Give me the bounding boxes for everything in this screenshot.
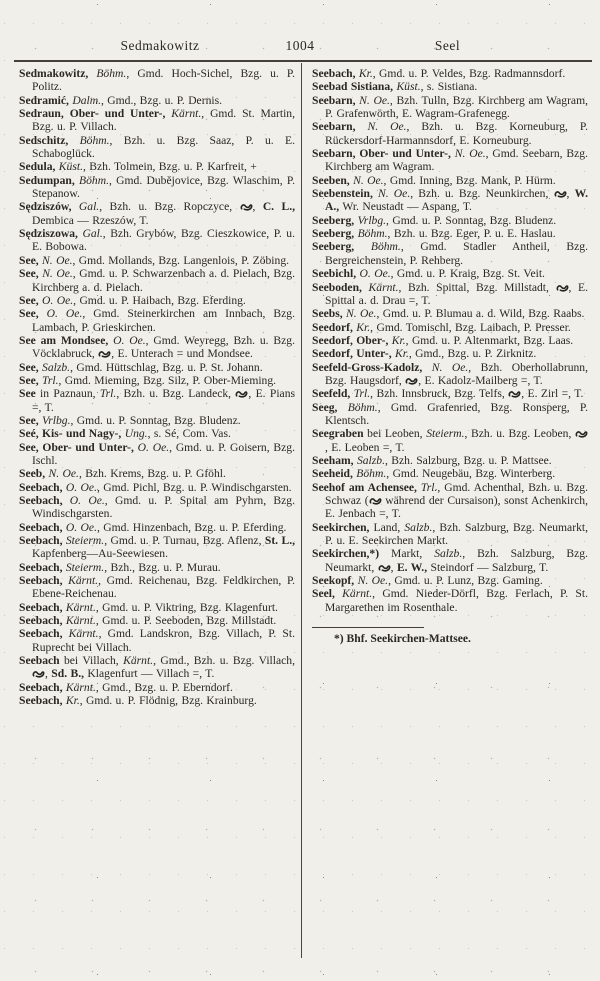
gazetteer-entry: Seebach, Kärnt., Gmd. u. P. Seeboden, Bzg. Millstadt.: [19, 614, 277, 628]
gazetteer-entry: Seebad Sistiana, Küst., s. Sistiana.: [312, 80, 478, 94]
gazetteer-entry: Seebach bei Villach, Kärnt., Gmd., Bzh. u. Bzg. Villach, , Sd. B., Klagenfurt — Villach =, T.: [19, 654, 295, 681]
gazetteer-entry: Seeheid, Böhm., Gmd. Neugebäu, Bzg. Winterberg.: [312, 467, 556, 481]
posthorn-icon: [556, 284, 569, 292]
gazetteer-entry: Seebach, Steierm., Gmd. u. P. Turnau, Bzg. Aflenz, St. L., Kapfenberg—Au-Seewiesen.: [19, 534, 296, 561]
gazetteer-entry: See, O. Oe., Gmd. u. P. Haibach, Bzg. Eferding.: [19, 293, 246, 307]
header-left-title: Sedmakowitz: [120, 38, 200, 53]
posthorn-icon: [575, 430, 588, 438]
gazetteer-entry: Seedorf, Ober-, Kr., Gmd. u. P. Altenmarkt, Bzg. Laas.: [312, 333, 574, 347]
gazetteer-entry: Seebach, Kr., Gmd. u. P. Veldes, Bzg. Radmannsdorf.: [312, 67, 566, 80]
gazetteer-entry: Seebach, Kärnt., Gmd., Bzg. u. P. Eberndorf.: [19, 680, 233, 694]
gazetteer-entry: Seedorf, Unter-, Kr., Gmd., Bzg. u. P. Zirknitz.: [312, 347, 537, 361]
gazetteer-entry: Seebarn, N. Oe., Bzh. Tulln, Bzg. Kirchberg am Wagram, P. Grafenwörth, E. Wagram-Grafenegg.: [312, 93, 588, 121]
gazetteer-entry: Seeboden, Kärnt., Bzh. Spittal, Bzg. Millstadt, , E. Spittal a. d. Drau =, T.: [312, 280, 588, 307]
header-rule: [14, 60, 592, 62]
gazetteer-entry: Seebach, Kärnt., Gmd. Reichenau, Bzg. Feldkirchen, P. Ebene-Reichenau.: [19, 574, 296, 601]
gazetteer-entry: See, N. Oe., Gmd. Mollands, Bzg. Langenlois, P. Zöbing.: [19, 253, 290, 267]
header-right-title: Seel: [434, 38, 461, 53]
gazetteer-entry: Seebach, Kr., Gmd. u. P. Flödnig, Bzg. Krainburg.: [19, 694, 257, 708]
gazetteer-entry: Sedramić, Dalm., Gmd., Bzg. u. P. Dernis.: [19, 93, 222, 107]
posthorn-icon: [98, 350, 111, 358]
gazetteer-entry: See, N. Oe., Gmd. u. P. Schwarzenbach a. d. Pielach, Bzg. Kirchberg a. d. Pielach.: [19, 267, 295, 294]
column-divider-rule: [301, 63, 302, 958]
gazetteer-entry: See, Salzb., Gmd. Hüttschlag, Bzg. u. P. St. Johann.: [19, 360, 263, 374]
gazetteer-entry: Seé, Kis- und Nagy-, Ung., s. Sé, Com. Vas.: [19, 427, 231, 441]
page-number: 1004: [285, 38, 315, 53]
gazetteer-entry: Seel, Kärnt., Gmd. Nieder-Dörfl, Bzg. Ferlach, P. St. Margarethen im Rosenthale.: [312, 587, 588, 614]
posthorn-icon: [32, 670, 45, 678]
posthorn-icon: [369, 497, 382, 505]
gazetteer-entry: Seebach, O. Oe., Gmd. Hinzenbach, Bzg. u. P. Eferding.: [19, 520, 287, 534]
gazetteer-entry: Seefeld, Trl., Bzh. Innsbruck, Bzg. Telfs, , E. Zirl =, T.: [312, 387, 584, 401]
column-right: [312, 67, 588, 614]
gazetteer-entry: See in Paznaun, Trl., Bzh. u. Bzg. Landeck, , E. Pians =, T.: [19, 387, 295, 414]
gazetteer-entry: Seebenstein, N. Oe., Bzh. u. Bzg. Neunkirchen, , W. A., Wr. Neustadt — Aspang, T.: [312, 187, 589, 214]
gazetteer-entry: Seebach, O. Oe., Gmd. u. P. Spital am Pyhrn, Bzg. Windischgarsten.: [19, 494, 295, 521]
posthorn-icon: [378, 564, 391, 572]
footnote-text: *) Bhf. Seekirchen-Mattsee.: [334, 632, 471, 646]
column-left: [19, 67, 295, 708]
gazetteer-entry: Seedorf, Kr., Gmd. Tomischl, Bzg. Laibach, P. Presser.: [312, 320, 571, 334]
gazetteer-entry: Seeham, Salzb., Bzh. Salzburg, Bzg. u. P. Mattsee.: [312, 453, 552, 467]
gazetteer-entry: Sędziszów, Gal., Bzh. u. Bzg. Ropczyce, , C. L., Dembica — Rzeszów, T.: [19, 200, 296, 227]
gazetteer-entry: See, Vrlbg., Gmd. u. P. Sonntag, Bzg. Bludenz.: [19, 413, 241, 427]
gazetteer-entry: Sędziszowa, Gal., Bzh. Grybów, Bzg. Cieszkowice, P. u. E. Bobowa.: [19, 227, 295, 254]
gazetteer-entry: Seegraben bei Leoben, Steierm., Bzh. u. Bzg. Leoben, , E. Leoben =, T.: [312, 427, 588, 454]
gazetteer-entry: Seebarn, Ober- und Unter-, N. Oe., Gmd. Seebarn, Bzg. Kirchberg am Wagram.: [312, 147, 588, 174]
column-right-wrap: [312, 67, 588, 646]
gazetteer-entry: Seebichl, O. Oe., Gmd. u. P. Kraig, Bzg. St. Veit.: [312, 267, 545, 281]
posthorn-icon: [508, 390, 521, 398]
footnote-rule: [312, 627, 424, 628]
gazetteer-entry: Seeb, N. Oe., Bzh. Krems, Bzg. u. P. Gföhl.: [19, 467, 226, 481]
gazetteer-entry: Seeberg, Vrlbg., Gmd. u. P. Sonntag, Bzg. Bludenz.: [312, 213, 557, 227]
posthorn-icon: [235, 390, 248, 398]
gazetteer-entry: Seeberg, Böhm., Gmd. Stadler Antheil, Bzg. Bergreichenstein, P. Rehberg.: [312, 240, 588, 267]
gazetteer-entry: Sedschitz, Böhm., Bzh. u. Bzg. Saaz, P. u. E. Schaboglück.: [19, 133, 295, 161]
gazetteer-entry: Seehof am Achensee, Trl., Gmd. Achenthal, Bzh. u. Bzg. Schwaz ( während der Cursaison), sonst Achenkirch, E. Jenbach =, T.: [312, 480, 589, 521]
gazetteer-entry: Seebs, N. Oe., Gmd. u. P. Blumau a. d. Wild, Bzg. Raabs.: [312, 307, 585, 321]
gazetteer-entry: Sedula, Küst., Bzh. Tolmein, Bzg. u. P. Karfreit, +: [19, 160, 257, 174]
gazetteer-entry: See, Ober- und Unter-, O. Oe., Gmd. u. P. Goisern, Bzg. Ischl.: [19, 440, 295, 467]
posthorn-icon: [240, 203, 253, 211]
posthorn-icon: [405, 377, 418, 385]
gazetteer-entry: See am Mondsee, O. Oe., Gmd. Weyregg, Bzh. u. Bzg. Vöcklabruck, , E. Unterach = und Mondsee.: [19, 333, 295, 361]
gazetteer-entry: See, Trl., Gmd. Mieming, Bzg. Silz, P. Ober-Mieming.: [19, 373, 277, 387]
page-header: [0, 38, 600, 56]
gazetteer-entry: Seekirchen,*) Markt, Salzb., Bzh. Salzburg, Bzg. Neumarkt, , E. W., Steindorf — Salzburg, T.: [312, 547, 588, 574]
gazetteer-entry: Sedumpan, Böhm., Gmd. Dubějovice, Bzg. Wlaschim, P. Stepanow.: [19, 173, 295, 201]
gazetteer-entry: See, O. Oe., Gmd. Steinerkirchen am Innbach, Bzg. Lambach, P. Grieskirchen.: [19, 307, 295, 334]
gazetteer-entry: Sedraun, Ober- und Unter-, Kärnt., Gmd. St. Martin, Bzg. u. P. Villach.: [19, 107, 296, 134]
gazetteer-entry: Seebarn, N. Oe., Bzh. u. Bzg. Korneuburg, P. Rückersdorf-Harmannsdorf, E. Korneuburg.: [312, 120, 588, 147]
gazetteer-entry: Seeberg, Böhm., Bzh. u. Bzg. Eger, P. u. E. Haslau.: [312, 227, 556, 241]
gazetteer-entry: Seebach, Kärnt., Gmd. Landskron, Bzg. Villach, P. St. Ruprecht bei Villach.: [19, 627, 295, 654]
gazetteer-entry: Seebach, Kärnt., Gmd. u. P. Viktring, Bzg. Klagenfurt.: [19, 600, 278, 614]
gazetteer-entry: Seekirchen, Land, Salzb., Bzh. Salzburg, Bzg. Neumarkt, P. u. E. Seekirchen Markt.: [312, 520, 588, 548]
gazetteer-entry: Sedmakowitz, Böhm., Gmd. Hoch-Sichel, Bzg. u. P. Politz.: [19, 67, 295, 94]
gazetteer-entry: Seeg, Böhm., Gmd. Grafenried, Bzg. Ronsperg, P. Klentsch.: [312, 400, 588, 427]
gazetteer-entry: Seebach, Steierm., Bzh., Bzg. u. P. Murau.: [19, 560, 221, 574]
gazetteer-entry: Seefeld-Gross-Kadolz, N. Oe., Bzh. Oberhollabrunn, Bzg. Haugsdorf, , E. Kadolz-Mailberg =, T.: [312, 360, 588, 387]
gazetteer-entry: Seeben, N. Oe., Gmd. Inning, Bzg. Mank, P. Hürm.: [312, 173, 556, 187]
gazetteer-entry: Seebach, O. Oe., Gmd. Pichl, Bzg. u. P. Windischgarsten.: [19, 480, 292, 494]
posthorn-icon: [554, 190, 567, 198]
gazetteer-entry: Seekopf, N. Oe., Gmd. u. P. Lunz, Bzg. Gaming.: [312, 574, 543, 588]
